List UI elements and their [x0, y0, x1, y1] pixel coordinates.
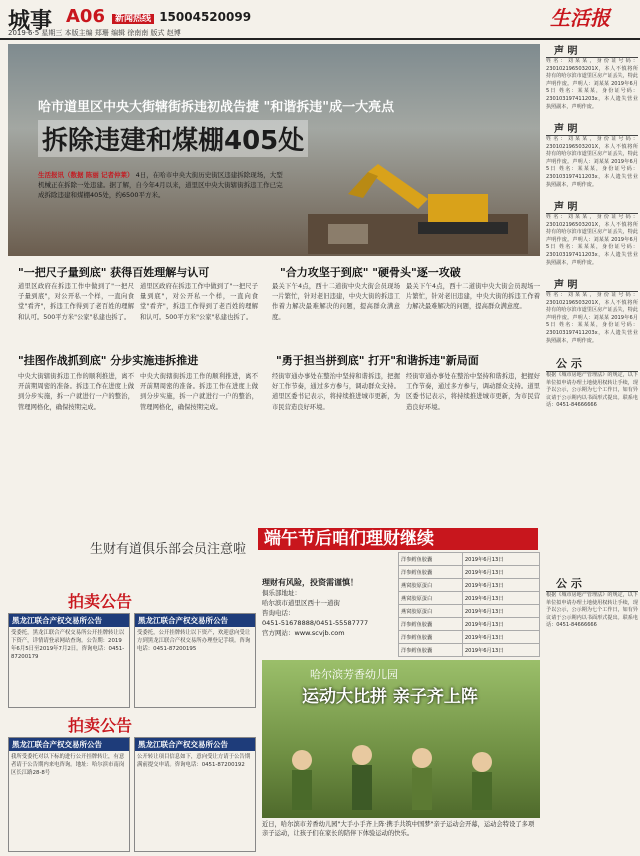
declaration-heading: 声 明 — [546, 276, 638, 292]
club-line: 哈尔滨市道里区西十一道街 — [262, 599, 340, 607]
public-notice-heading: 公 示 — [546, 355, 638, 372]
hero-source: 生活报讯（数据 陈丽 记者仲莱） — [38, 171, 134, 179]
table-cell: 洋参鳕鱼胶囊 — [399, 566, 463, 579]
para-3a: 最关下午4点，西十二道街中央大街会员现场一片繁忙，针对老旧违建，中央大街的拆违工作着力解决最难解决的问题，提高群众满意度。 — [272, 283, 400, 321]
page-header — [0, 0, 640, 40]
heading-2: "挂图作战抓到底" 分步实施违拆推进 — [18, 354, 199, 367]
table-row — [399, 553, 540, 566]
public-notice-body: 根据《城市房地产管理法》的规定，以下单位拟申请办理土地使用权转让手续，现予以公示，公示期为七个工作日，如有异议请于公示期内以书面形式提出。联系电话：0451-84666666 — [546, 592, 638, 629]
notices-block — [8, 585, 258, 853]
para-4b: 经街审通办事处在整治中坚持和谐拆违，把握好工作节奏，通过多方参与，调动群众支持。道里区委书记表示，将持续推进城市更新，为市民营造良好环境。 — [406, 373, 540, 411]
declaration-body: 姓名：刘某某，身份证号码：230102196503201X，本人不慎将所持有的哈尔滨市道里区房产证丢失，特此声明作废。声明人：刘某某 2019年6月5日 姓名：某某某，身份证号码：230103197411203x，本人遗失营业执照副本，声明作废。 — [546, 292, 638, 344]
notice-body: 我所受委托对以下标的进行公开挂牌转让，有意者请于公告期内来电咨询。地址：哈尔滨市南岗区长江路28-8号 — [11, 754, 125, 776]
table-row — [399, 605, 540, 618]
table-row — [399, 631, 540, 644]
classified-column — [546, 40, 638, 856]
notice-2 — [134, 613, 256, 708]
notice-1 — [8, 613, 130, 708]
declaration-heading: 声 明 — [546, 120, 638, 136]
table-cell: 燕窝胶原蛋白 — [399, 579, 463, 592]
crowd-illustration — [262, 720, 540, 818]
para-4a: 经街审通办事处在整治中坚持和谐拆违，把握好工作节奏，通过多方参与，调动群众支持。道里区委书记表示，将持续推进城市更新，为市民营造良好环境。 — [272, 373, 400, 411]
para-1a: 道里区政府在拆违工作中做到了"一把尺子量到底"，对公开私一个样，一直向食堂"看齐"，拆违工作得到了老百姓的理解和认可。500平方米"公家"私建也拆了。 — [18, 283, 134, 321]
hero-headline: 拆除违建和煤棚405处 — [38, 120, 308, 157]
photo-line-1: 哈尔滨芳香幼儿园 — [310, 668, 398, 681]
table-row — [399, 566, 540, 579]
notice-body: 受委托，公开挂牌转让以下资产，欢迎意向受让方到黑龙江联合产权交易所办理登记手续。咨询电话：0451-87200195 — [137, 630, 251, 652]
notice-title: 黑龙江联合产权交易所公告 — [9, 614, 129, 627]
declaration-body: 姓名：刘某某，身份证号码：230102196503201X，本人不慎将所持有的哈尔滨市道里区房产证丢失，特此声明作废。声明人：刘某某 2019年6月5日 姓名：某某某，身份证号码：230103197411203x，本人遗失营业执照副本，声明作废。 — [546, 58, 638, 110]
risk-warning: 理财有风险，投资需谨慎！ — [262, 578, 358, 587]
notice-body: 公开转让项目信息如下，意向受让方请于公告期满前提交申请。咨询电话：0451-87200192 — [137, 754, 251, 768]
public-notice-body: 根据《城市房地产管理法》的规定，以下单位拟申请办理土地使用权转让手续，现予以公示，公示期为七个工作日，如有异议请于公示期内以书面形式提出。联系电话：0451-84666666 — [546, 372, 638, 409]
table-cell: 2019年6月13日 — [462, 605, 539, 618]
finance-banner: 端午节后咱们理财继续 — [258, 528, 538, 550]
photo-line-2: 运动大比拼 亲子齐上阵 — [302, 687, 478, 707]
table-row — [399, 592, 540, 605]
hotline — [112, 10, 251, 24]
club-line: 官方网站：www.scvjb.com — [262, 629, 345, 637]
declaration-heading: 声 明 — [546, 198, 638, 214]
kindergarten-photo — [262, 660, 540, 818]
section-title: 城事 — [8, 8, 53, 34]
heading-4: "勇于担当拼到底" 打开"和谐拆违"新局面 — [276, 354, 479, 367]
table-cell: 2019年6月13日 — [462, 579, 539, 592]
photo-caption: 近日，哈尔滨市芳香幼儿园"大手小手齐上阵·携手共筑中国梦"亲子运动会开幕，运动会特设了多项亲子运动，让孩子们在家长的陪伴下体验运动的快乐。 — [262, 821, 535, 837]
heading-3: "合力攻坚于到底" "硬骨头"逐一攻破 — [280, 266, 461, 279]
table-cell: 燕窝胶原蛋白 — [399, 592, 463, 605]
table-cell: 2019年6月13日 — [462, 618, 539, 631]
hero-body: 4日，在哈市中央大街历史街区违建拆除现场，大型机械正在拆除一处违建。据了解，自今年4月以来，道里区中央大街辖街拆违工作已完成拆除违建和煤棚405处，约6500平方米。 — [38, 171, 283, 199]
table-row — [399, 644, 540, 657]
table-cell: 燕窝胶原蛋白 — [399, 605, 463, 618]
hero-photo — [8, 44, 540, 256]
notice-4 — [134, 737, 256, 852]
club-info — [262, 578, 390, 638]
club-notice-title: 生财有道俱乐部会员注意啦 — [90, 542, 247, 557]
para-1b: 道里区政府在拆违工作中做到了"一把尺子量到底"，对公开私一个样，一直向食堂"看齐"，拆违工作得到了老百姓的理解和认可。500平方米"公家"私建也拆了。 — [140, 283, 258, 321]
table-cell: 2019年6月13日 — [462, 592, 539, 605]
excavator-illustration — [308, 154, 528, 254]
auction-heading: 拍卖公告 — [68, 592, 133, 611]
declaration-heading: 声 明 — [546, 42, 638, 58]
hotline-label: 新闻热线 — [112, 14, 154, 24]
edition-meta: 2019·6·5 星期三 本版主编 郑珊 编辑 徐南南 版式 赵博 — [8, 29, 181, 37]
table-cell: 2019年6月13日 — [462, 631, 539, 644]
para-2b: 中央大街辖街拆违工作的顺利推进，离不开前期周密的准备。拆违工作在进度上做到分步实施，拆一户就进行一户的整治，管理网格化，确保按期完成。 — [140, 373, 258, 411]
para-2a: 中央大街辖街拆违工作的顺利推进，离不开前期周密的准备。拆违工作在进度上做到分步实施，拆一户就进行一户的整治，管理网格化，确保按期完成。 — [18, 373, 134, 411]
auction-heading: 拍卖公告 — [68, 716, 133, 735]
hero-subtitle: 哈市道里区中央大街辖街拆违初战告捷 "和谐拆违"成一大亮点 — [38, 100, 395, 115]
table-cell: 洋参鳕鱼胶囊 — [399, 618, 463, 631]
club-line: 咨询电话： — [262, 609, 295, 617]
club-line: 0451-51678888/0451-55587777 — [262, 619, 369, 627]
notice-title: 黑龙江联合产权交易所公告 — [9, 738, 129, 751]
table-cell: 洋参鳕鱼胶囊 — [399, 631, 463, 644]
notice-body: 受委托，黑龙江联合产权交易所公开挂牌转让以下资产，详情请登录网站查询。公告期：2019年6月5日至2019年7月2日。咨询电话：0451-87200179 — [11, 630, 125, 660]
public-notice-heading: 公 示 — [546, 575, 638, 592]
table-row — [399, 618, 540, 631]
table-cell: 2019年6月13日 — [462, 566, 539, 579]
hotline-number: 15004520099 — [159, 10, 252, 24]
table-cell: 2019年6月13日 — [462, 644, 539, 657]
product-table — [398, 552, 540, 657]
heading-1: "一把尺子量到底" 获得百姓理解与认可 — [18, 266, 210, 279]
page-number: A06 — [66, 6, 105, 27]
table-cell: 2019年6月13日 — [462, 553, 539, 566]
notice-title: 黑龙江联合产权交易所公告 — [135, 738, 255, 751]
table-cell: 洋参鳕鱼胶囊 — [399, 553, 463, 566]
hero-lead — [38, 170, 288, 200]
newspaper-logo: 生活报 — [550, 6, 610, 30]
notice-title: 黑龙江联合产权交易所公告 — [135, 614, 255, 627]
table-cell: 洋参鳕鱼胶囊 — [399, 644, 463, 657]
club-line: 俱乐部地址： — [262, 589, 301, 597]
declaration-body: 姓名：刘某某，身份证号码：230102196503201X，本人不慎将所持有的哈尔滨市道里区房产证丢失，特此声明作废。声明人：刘某某 2019年6月5日 姓名：某某某，身份证号码：230103197411203x，本人遗失营业执照副本，声明作废。 — [546, 136, 638, 188]
table-row — [399, 579, 540, 592]
declaration-body: 姓名：刘某某，身份证号码：230102196503201X，本人不慎将所持有的哈尔滨市道里区房产证丢失，特此声明作废。声明人：刘某某 2019年6月5日 姓名：某某某，身份证号码：230103197411203x，本人遗失营业执照副本，声明作废。 — [546, 214, 638, 266]
notice-3 — [8, 737, 130, 852]
para-3b: 最关下午4点，西十二道街中央大街会员现场一片繁忙，针对老旧违建，中央大街的拆违工作着力解决最难解决的问题，提高群众满意度。 — [406, 283, 540, 311]
